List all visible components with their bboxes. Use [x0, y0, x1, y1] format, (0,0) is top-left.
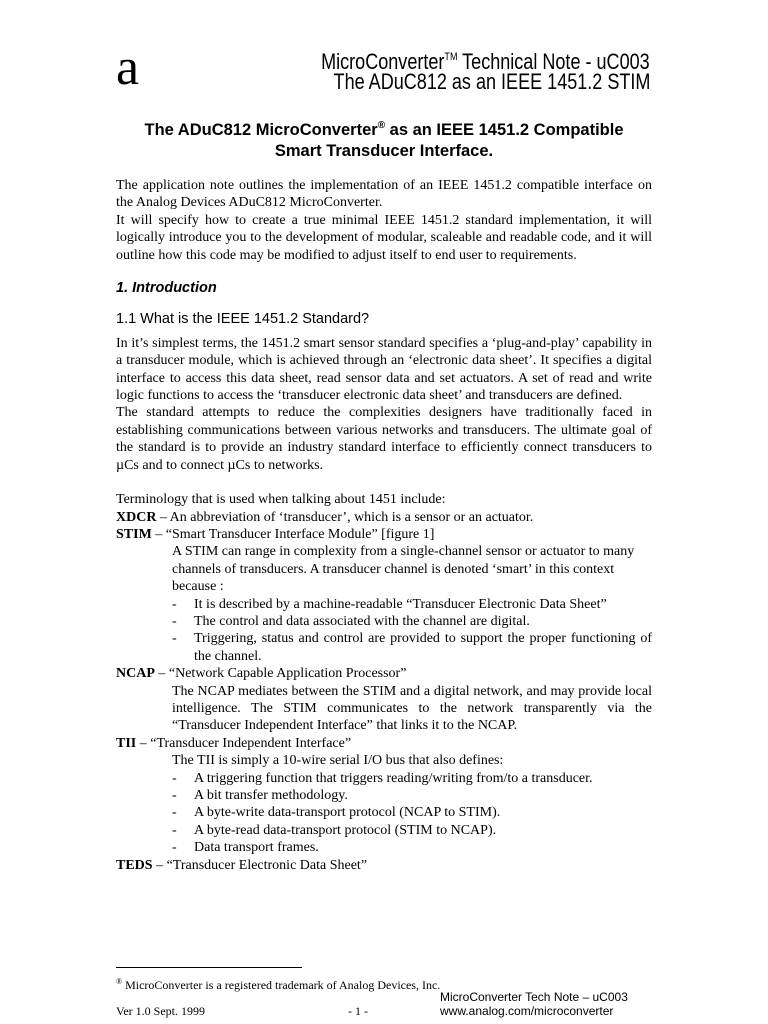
- footnote-divider: [116, 967, 302, 968]
- title-line-1-suffix: as an IEEE 1451.2 Compatible: [385, 121, 624, 139]
- term-ncap: [116, 665, 652, 682]
- analog-devices-logo: a: [116, 39, 140, 96]
- list-item: - Triggering, status and control are provided to support the proper functioning of the channel.: [172, 631, 652, 664]
- header-line-1-suffix: Technical Note - uC003: [457, 49, 650, 74]
- term-teds: [116, 857, 652, 874]
- subsection-heading: 1.1 What is the IEEE 1451.2 Standard?: [116, 311, 370, 328]
- footer-page-number: - 1 -: [348, 1004, 368, 1018]
- term-stim-def: – “Smart Transducer Interface Module” [figure 1]: [151, 526, 435, 542]
- intro-paragraph-1: The application note outlines the implementation of an IEEE 1451.2 compatible interface on the Analog Devices ADuC812 MicroConverter.: [116, 178, 652, 211]
- section-heading: 1. Introduction: [116, 280, 217, 297]
- terminology-intro: Terminology that is used when talking about 1451 include:: [116, 492, 446, 508]
- title-line-1-prefix: The ADuC812 MicroConverter: [144, 121, 378, 139]
- footnote-mark: ®: [116, 977, 123, 986]
- section-paragraph-2: The standard attempts to reduce the complexities designers have traditionally faced in establishing communications between various networks and transducers. The ultimate goal of the standard is to provide an industry standard interface to efficiently connect transducers to µCs and to connect µCs to networks.: [116, 405, 652, 473]
- term-tii: [116, 735, 652, 752]
- document-body: [116, 177, 652, 874]
- registered-mark: ®: [377, 120, 386, 131]
- term-xdcr-label: XDCR: [116, 509, 157, 525]
- header-line-1-prefix: MicroConverter: [321, 49, 445, 74]
- list-item: - Data transport frames.: [172, 840, 319, 856]
- list-item: - A triggering function that triggers reading/writing from/to a transducer.: [172, 770, 593, 786]
- section-paragraph-1: In it’s simplest terms, the 1451.2 smart sensor standard specifies a ‘plug-and-play’ capability in a transducer module, which is achieved through an ‘electronic data sheet’. It specifies a digital interface to access this data sheet, read sensor data and set actuators. A set of read and write logic functions to access the ‘transducer electronic data sheet’ and transducers are defined.: [116, 335, 652, 404]
- term-tii-label: TII: [116, 735, 137, 751]
- term-stim: [116, 526, 652, 543]
- tii-description: The TII is simply a 10-wire serial I/O bus that also defines:: [172, 753, 504, 769]
- term-ncap-def: – “Network Capable Application Processor”: [154, 666, 407, 682]
- footnote-text: MicroConverter is a registered trademark of Analog Devices, Inc.: [122, 978, 441, 992]
- stim-description: A STIM can range in complexity from a single-channel sensor or actuator to many channels of transducers. A transducer channel is denoted ‘smart’ in this context because :: [172, 544, 635, 595]
- list-item: - A byte-write data-transport protocol (NCAP to STIM).: [172, 805, 501, 821]
- footnote: [116, 974, 440, 993]
- footer-tech-note: MicroConverter Tech Note – uC003: [440, 990, 628, 1004]
- term-teds-label: TEDS: [116, 857, 153, 873]
- list-item: - The control and data associated with the channel are digital.: [172, 613, 530, 629]
- footer-version: Ver 1.0 Sept. 1999: [116, 1004, 205, 1018]
- term-tii-def: – “Transducer Independent Interface”: [136, 735, 352, 751]
- trademark-mark: TM: [444, 51, 458, 63]
- list-item: - A bit transfer methodology.: [172, 788, 348, 803]
- term-ncap-label: NCAP: [116, 666, 155, 682]
- term-xdcr-def: – An abbreviation of ‘transducer’, which is a sensor or an actuator.: [156, 509, 534, 525]
- list-item: - A byte-read data-transport protocol (STIM to NCAP).: [172, 822, 497, 838]
- document-title: [90, 115, 678, 162]
- term-stim-label: STIM: [116, 526, 152, 542]
- title-line-1: [90, 115, 678, 141]
- header-line-2: The ADuC812 as an IEEE 1451.2 STIM: [333, 69, 650, 94]
- title-line-2: Smart Transducer Interface.: [274, 142, 494, 160]
- list-item: - It is described by a machine-readable “Transducer Electronic Data Sheet”: [172, 596, 607, 612]
- footer-url: www.analog.com/microconverter: [440, 1004, 614, 1018]
- ncap-description: The NCAP mediates between the STIM and a digital network, and may provide local intelligence. The STIM communicates to the network transparently via the “Transducer Independent Interface” that links it to the NCAP.: [172, 683, 652, 734]
- term-teds-def: – “Transducer Electronic Data Sheet”: [152, 857, 368, 873]
- term-xdcr: [116, 509, 652, 526]
- intro-paragraph-2: It will specify how to create a true minimal IEEE 1451.2 standard implementation, it will logically introduce you to the development of modular, scaleable and readable code, and it will outline how this code may be modified to adjust itself to end user to requirements.: [116, 212, 652, 263]
